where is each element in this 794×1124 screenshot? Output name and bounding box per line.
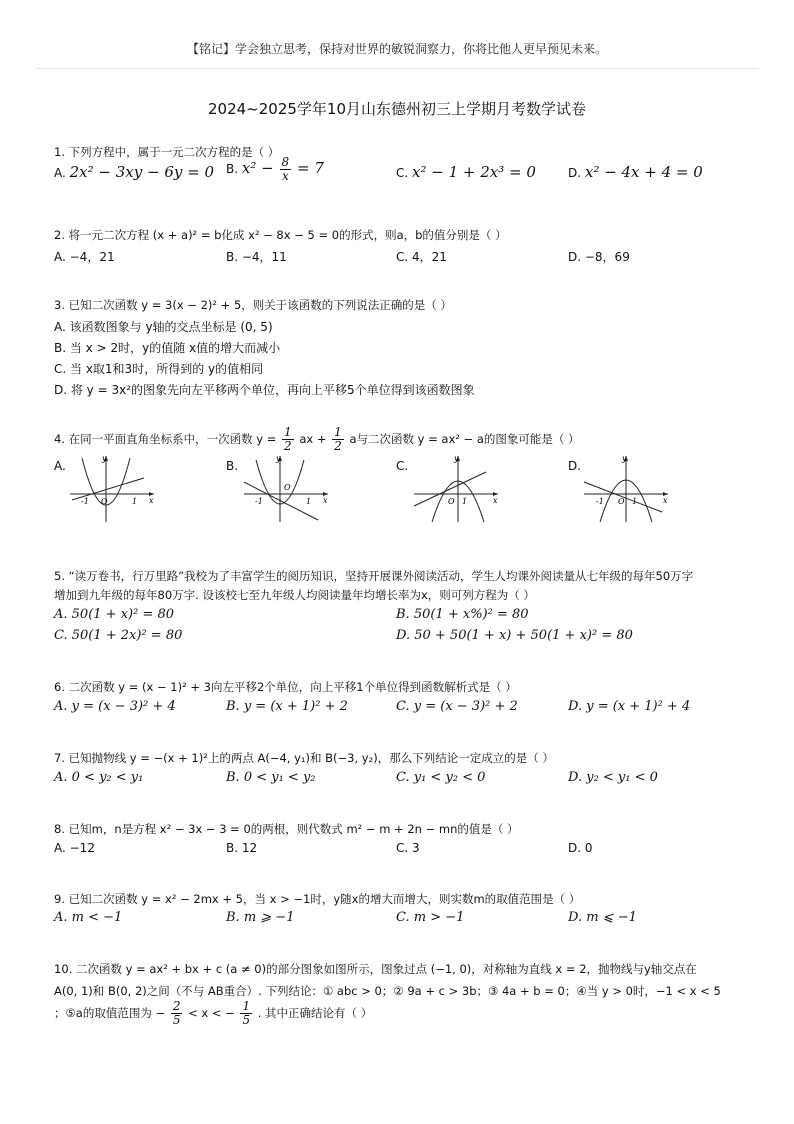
tick-pos1: 1 xyxy=(306,497,312,506)
origin-label: O xyxy=(448,497,455,506)
origin-label: O xyxy=(284,483,291,492)
q4-graph-d xyxy=(580,452,672,524)
tick-neg1: -1 xyxy=(255,497,263,506)
q6-option-a: A. y = (x − 3)² + 4 xyxy=(54,699,176,714)
q6-stem: 6. 二次函数 y = (x − 1)² + 3向左平移2个单位，向上平移1个单位得到函数解析式是（ ） xyxy=(54,680,517,694)
q9-option-a: A. m < −1 xyxy=(54,910,123,925)
q5-option-c: C. 50(1 + 2x)² = 80 xyxy=(54,628,183,643)
q4-graph-c xyxy=(410,452,502,524)
q1-option-c: C. x² − 1 + 2x³ = 0 xyxy=(396,163,536,181)
q7-option-a: A. 0 < y₂ < y₁ xyxy=(54,770,144,785)
y-axis-label: y xyxy=(622,454,627,463)
q6-option-c: C. y = (x − 3)² + 2 xyxy=(396,699,518,714)
q1-stem: 1. 下列方程中，属于一元二次方程的是（ ） xyxy=(54,145,280,159)
tick-pos1: 1 xyxy=(462,497,468,506)
x-axis-label: x xyxy=(663,496,668,505)
origin-label: O xyxy=(101,497,108,506)
q3-option-b: B. 当 x > 2时，y的值随 x值的增大而减小 xyxy=(54,341,281,355)
q5-option-d: D. 50 + 50(1 + x) + 50(1 + x)² = 80 xyxy=(396,628,633,643)
q8-option-d: D. 0 xyxy=(568,841,593,855)
tick-pos1: 1 xyxy=(632,497,638,506)
q3-option-c: C. 当 x取1和3时，所得到的 y的值相同 xyxy=(54,362,264,376)
q4-option-d-label: D. xyxy=(568,459,582,473)
q7-stem: 7. 已知抛物线 y = −(x + 1)²上的两点 A(−4, y₁)和 B(−3, y₂)，那么下列结论一定成立的是（ ） xyxy=(54,751,554,765)
q6-option-d: D. y = (x + 1)² + 4 xyxy=(568,699,691,714)
q1-option-b: B. x² − $\frac{8}{x}$ = 7 xyxy=(226,155,324,183)
tick-pos1: 1 xyxy=(132,497,138,506)
origin-label: O xyxy=(618,497,625,506)
q7-option-d: D. y₂ < y₁ < 0 xyxy=(568,770,658,785)
q5-stem-line1: 5. “读万卷书，行万里路”我校为了丰富学生的阅历知识，坚持开展课外阅读活动，学生人均课外阅读量从七年级的每年50万字 xyxy=(54,569,694,583)
page-title: 2024~2025学年10月山东德州初三上学期月考数学试卷 xyxy=(207,100,586,118)
q9-option-c: C. m > −1 xyxy=(396,910,465,925)
q6-option-b: B. y = (x + 1)² + 2 xyxy=(226,699,348,714)
q10-stem-line1: 10. 二次函数 y = ax² + bx + c (a ≠ 0)的部分图象如图所示，图象过点 (−1, 0)，对称轴为直线 x = 2，抛物线与y轴交点在 xyxy=(54,962,697,976)
q1-option-a: A. 2x² − 3xy − 6y = 0 xyxy=(54,163,215,181)
q4-stem: 4. 在同一平面直角坐标系中，一次函数 y = $\frac{1}{2}$ ax + $\frac{1}{2}$ a与二次函数 y = ax² − a的图象可能是（ ） xyxy=(54,425,580,453)
q5-stem-line2: 增加到九年级的每年80万字. 设该校七至九年级人均阅读量年均增长率为x，则可列方程为（ ） xyxy=(54,588,535,602)
tick-neg1: -1 xyxy=(81,497,89,506)
q4-option-b-label: B. xyxy=(226,459,239,473)
q8-stem: 8. 已知m，n是方程 x² − 3x − 3 = 0的两根，则代数式 m² − m + 2n − mn的值是（ ） xyxy=(54,822,519,836)
x-axis-label: x xyxy=(323,496,328,505)
q2-option-c: C. 4，21 xyxy=(396,250,447,264)
x-axis-label: x xyxy=(493,496,498,505)
q2-option-a: A. −4，21 xyxy=(54,250,115,264)
q4-option-c-label: C. xyxy=(396,459,409,473)
q8-option-a: A. −12 xyxy=(54,841,95,855)
y-axis-label: y xyxy=(276,454,281,463)
q1-option-d: D. x² − 4x + 4 = 0 xyxy=(568,163,703,181)
q5-option-a: A. 50(1 + x)² = 80 xyxy=(54,607,175,622)
q2-stem: 2. 将一元二次方程 (x + a)² = b化成 x² − 8x − 5 = 0的形式，则a，b的值分别是（ ） xyxy=(54,228,507,242)
q8-option-c: C. 3 xyxy=(396,841,420,855)
motto-banner: 【铭记】学会独立思考，保持对世界的敏锐洞察力，你将比他人更早预见未来。 xyxy=(186,42,607,56)
q8-option-b: B. 12 xyxy=(226,841,258,855)
q9-option-b: B. m ⩾ −1 xyxy=(226,910,295,925)
q10-stem-line3: ；⑤a的取值范围为 − $\frac{2}{5}$ < x < − $\frac{1}{5}$ . 其中正确结论有（ ） xyxy=(54,999,373,1027)
q7-option-c: C. y₁ < y₂ < 0 xyxy=(396,770,486,785)
q9-stem: 9. 已知二次函数 y = x² − 2mx + 5，当 x > −1时，y随x的增大而增大，则实数m的取值范围是（ ） xyxy=(54,892,581,906)
x-axis-label: x xyxy=(149,496,154,505)
q9-option-d: D. m ⩽ −1 xyxy=(568,910,637,925)
y-axis-label: y xyxy=(454,454,459,463)
header-divider xyxy=(36,68,758,69)
q3-option-a: A. 该函数图象与 y轴的交点坐标是 (0, 5) xyxy=(54,320,273,334)
q2-option-b: B. −4，11 xyxy=(226,250,287,264)
q3-option-d: D. 将 y = 3x²的图象先向左平移两个单位，再向上平移5个单位得到该函数图象 xyxy=(54,383,475,397)
q3-stem: 3. 已知二次函数 y = 3(x − 2)² + 5，则关于该函数的下列说法正确的是（ ） xyxy=(54,298,452,312)
q5-option-b: B. 50(1 + x%)² = 80 xyxy=(396,607,529,622)
q4-graph-a xyxy=(66,452,158,524)
q2-option-d: D. −8，69 xyxy=(568,250,630,264)
q7-option-b: B. 0 < y₁ < y₂ xyxy=(226,770,316,785)
q4-graph-b xyxy=(240,452,332,524)
y-axis-label: y xyxy=(102,454,107,463)
tick-neg1: -1 xyxy=(596,497,604,506)
q10-stem-line2: A(0, 1)和 B(0, 2)之间（不与 AB重合）. 下列结论：① abc > 0；② 9a + c > 3b；③ 4a + b = 0；④当 y > 0时，−1 < x < 5 xyxy=(54,984,721,998)
q4-option-a-label: A. xyxy=(54,459,66,473)
